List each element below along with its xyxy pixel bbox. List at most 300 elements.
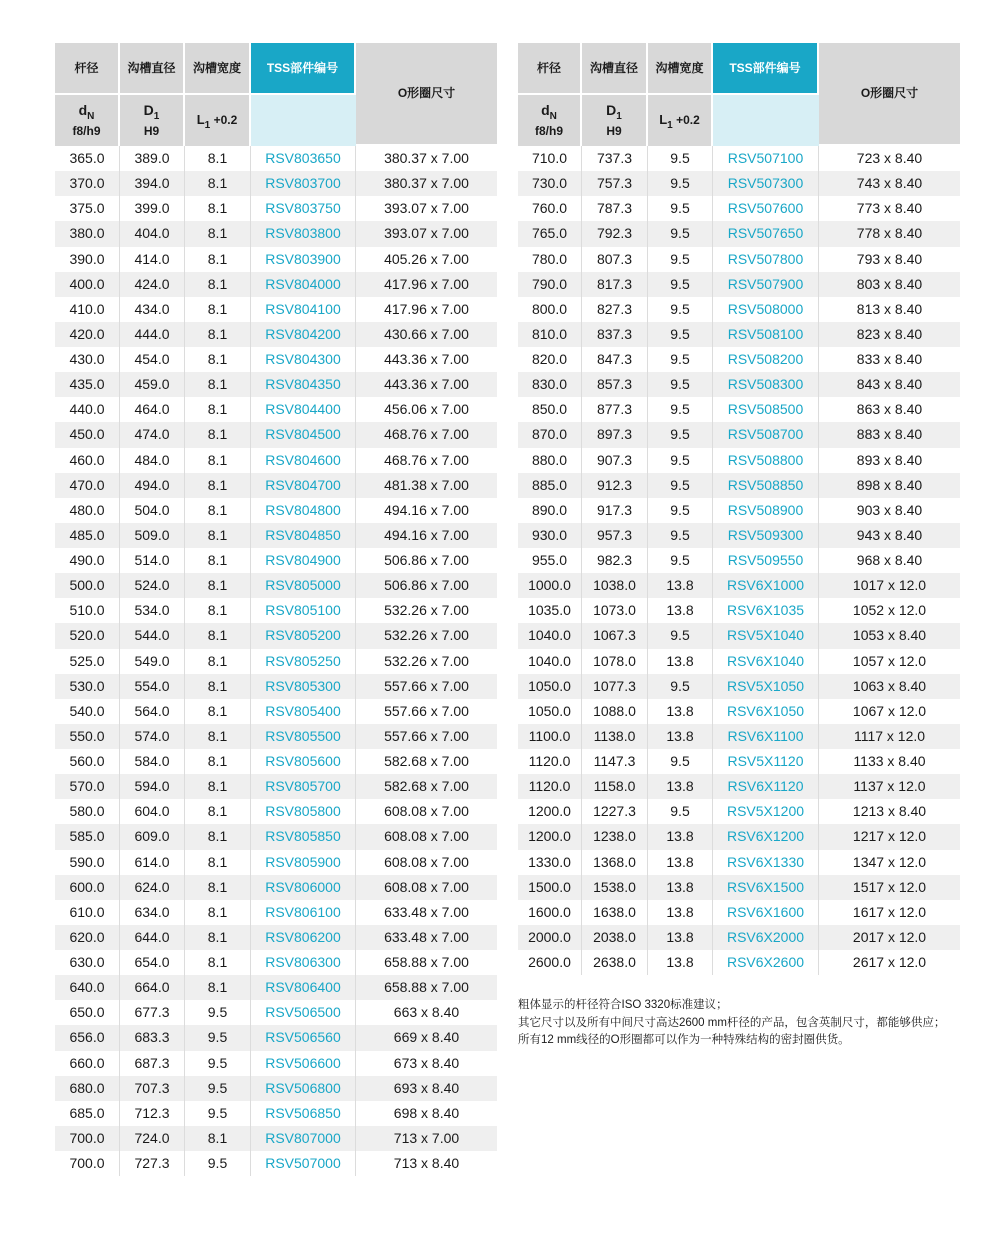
header-rod-diameter: 杆径 — [518, 43, 582, 95]
oring-size-cell: 430.66 x 7.00 — [356, 322, 497, 347]
part-number-cell[interactable]: RSV6X1035 — [713, 598, 819, 623]
rod-diameter-cell: 780.0 — [518, 247, 582, 272]
part-number-cell[interactable]: RSV805000 — [251, 573, 356, 598]
oring-size-cell: 608.08 x 7.00 — [356, 875, 497, 900]
groove-diameter-cell: 2038.0 — [582, 925, 648, 950]
groove-diameter-cell: 982.3 — [582, 548, 648, 573]
groove-width-cell: 9.5 — [185, 1101, 251, 1126]
part-number-cell[interactable]: RSV6X1100 — [713, 724, 819, 749]
groove-width-cell: 8.1 — [185, 272, 251, 297]
groove-diameter-cell: 394.0 — [120, 171, 185, 196]
rod-diameter-cell: 390.0 — [55, 247, 120, 272]
oring-size-cell: 1617 x 12.0 — [852, 903, 927, 920]
groove-width-cell: 8.1 — [185, 824, 251, 849]
part-number-cell[interactable]: RSV6X1600 — [713, 900, 819, 925]
groove-width-cell: 9.5 — [185, 1051, 251, 1076]
oring-size-cell: 608.08 x 7.00 — [384, 803, 469, 820]
table-row — [55, 975, 497, 1000]
groove-width-cell: 9.5 — [648, 247, 713, 272]
groove-diameter-cell: 644.0 — [120, 925, 185, 950]
table-row — [55, 925, 497, 950]
part-number-cell[interactable]: RSV805300 — [251, 674, 356, 699]
part-number-cell[interactable]: RSV507800 — [713, 247, 819, 272]
groove-width-cell: 9.5 — [648, 272, 713, 297]
oring-size-cell: 903 x 8.40 — [856, 501, 923, 518]
groove-width-cell: 9.5 — [185, 1000, 251, 1025]
table-row — [55, 1126, 497, 1151]
groove-diameter-cell: 1238.0 — [582, 824, 648, 849]
groove-diameter-cell: 614.0 — [120, 850, 185, 875]
part-number-cell[interactable]: RSV6X2600 — [713, 950, 819, 975]
rod-diameter-cell: 435.0 — [55, 372, 120, 397]
header-groove-width: 沟槽宽度 — [185, 43, 251, 95]
oring-size-cell: 608.08 x 7.00 — [356, 824, 497, 849]
part-number-cell[interactable]: RSV5X1200 — [713, 799, 819, 824]
table-row — [518, 799, 960, 824]
groove-diameter-cell: 727.3 — [120, 1151, 185, 1176]
groove-diameter-cell: 1368.0 — [582, 850, 648, 875]
part-number-cell[interactable]: RSV803900 — [251, 247, 356, 272]
oring-size-cell: 1217 x 12.0 — [819, 824, 960, 849]
part-number-cell[interactable]: RSV804350 — [251, 372, 356, 397]
rod-diameter-cell: 1200.0 — [518, 824, 582, 849]
part-number-cell[interactable]: RSV804300 — [251, 347, 356, 372]
part-number-cell[interactable]: RSV6X1500 — [713, 875, 819, 900]
part-number-cell[interactable]: RSV507900 — [713, 272, 819, 297]
groove-width-cell: 8.1 — [185, 548, 251, 573]
table-row — [55, 674, 497, 699]
groove-width-cell: 8.1 — [185, 297, 251, 322]
oring-size-cell: 943 x 8.40 — [819, 523, 960, 548]
oring-size-cell: 658.88 x 7.00 — [384, 954, 469, 971]
rod-diameter-cell: 480.0 — [55, 498, 120, 523]
table-row — [55, 473, 497, 498]
rod-diameter-cell: 500.0 — [55, 573, 120, 598]
groove-diameter-cell: 574.0 — [120, 724, 185, 749]
oring-size-cell: 1053 x 8.40 — [819, 623, 960, 648]
oring-size-cell: 1063 x 8.40 — [819, 674, 960, 699]
rod-diameter-cell: 1600.0 — [518, 900, 582, 925]
rod-diameter-cell: 790.0 — [518, 272, 582, 297]
groove-width-cell: 9.5 — [648, 146, 713, 171]
groove-diameter-cell: 494.0 — [120, 473, 185, 498]
rod-diameter-cell: 410.0 — [55, 297, 120, 322]
oring-size-cell: 532.26 x 7.00 — [384, 602, 469, 619]
groove-diameter-cell: 504.0 — [120, 498, 185, 523]
groove-diameter-cell: 454.0 — [120, 347, 185, 372]
rod-diameter-cell: 485.0 — [55, 523, 120, 548]
groove-width-cell: 13.8 — [648, 925, 713, 950]
header-groove-width: 沟槽宽度 — [648, 43, 713, 95]
rod-diameter-cell: 650.0 — [55, 1000, 120, 1025]
part-number-cell[interactable]: RSV805400 — [251, 699, 356, 724]
oring-size-cell: 2017 x 12.0 — [819, 925, 960, 950]
oring-size-cell: 468.76 x 7.00 — [384, 451, 469, 468]
oring-size-cell: 494.16 x 7.00 — [384, 501, 469, 518]
rod-diameter-cell: 380.0 — [55, 221, 120, 246]
rod-diameter-cell: 885.0 — [518, 473, 582, 498]
part-number-cell[interactable]: RSV804200 — [251, 322, 356, 347]
oring-size-cell: 793 x 8.40 — [856, 250, 923, 267]
groove-width-cell: 9.5 — [648, 498, 713, 523]
table-row — [55, 1051, 497, 1076]
part-number-cell[interactable]: RSV509550 — [713, 548, 819, 573]
groove-diameter-cell: 907.3 — [582, 448, 648, 473]
oring-size-cell: 506.86 x 7.00 — [384, 552, 469, 569]
footnote: 其它尺寸以及所有中间尺寸高达2600 mm杆径的产品，包含英制尺寸，都能够供应； — [518, 1016, 946, 1029]
groove-width-cell: 9.5 — [648, 749, 713, 774]
groove-width-cell: 8.1 — [185, 247, 251, 272]
groove-width-cell: 8.1 — [185, 799, 251, 824]
part-number-cell[interactable]: RSV803800 — [251, 221, 356, 246]
rod-diameter-cell: 1500.0 — [518, 875, 582, 900]
part-number-cell[interactable]: RSV805900 — [251, 850, 356, 875]
rod-diameter-cell: 620.0 — [55, 925, 120, 950]
oring-size-cell: 506.86 x 7.00 — [356, 573, 497, 598]
oring-size-cell: 1133 x 8.40 — [853, 753, 926, 770]
part-number-cell[interactable]: RSV506850 — [251, 1101, 356, 1126]
groove-diameter-cell: 677.3 — [120, 1000, 185, 1025]
groove-diameter-cell: 807.3 — [582, 247, 648, 272]
groove-width-cell: 8.1 — [185, 523, 251, 548]
oring-size-cell: 743 x 8.40 — [819, 171, 960, 196]
rod-diameter-cell: 560.0 — [55, 749, 120, 774]
rod-diameter-cell: 375.0 — [55, 196, 120, 221]
oring-size-cell: 468.76 x 7.00 — [356, 422, 497, 447]
part-number-cell[interactable]: RSV508700 — [713, 422, 819, 447]
rod-diameter-cell: 685.0 — [55, 1101, 120, 1126]
groove-width-cell: 8.1 — [185, 171, 251, 196]
rod-diameter-cell: 525.0 — [55, 649, 120, 674]
table-row — [518, 900, 960, 925]
groove-diameter-cell: 1227.3 — [582, 799, 648, 824]
groove-diameter-cell: 424.0 — [120, 272, 185, 297]
part-number-cell[interactable]: RSV5X1120 — [713, 749, 819, 774]
groove-width-cell: 13.8 — [648, 724, 713, 749]
groove-diameter-cell: 664.0 — [120, 975, 185, 1000]
oring-size-cell: 778 x 8.40 — [819, 221, 960, 246]
rod-diameter-cell: 470.0 — [55, 473, 120, 498]
part-number-cell[interactable]: RSV806000 — [251, 875, 356, 900]
part-number-cell[interactable]: RSV508500 — [713, 397, 819, 422]
groove-diameter-cell: 404.0 — [120, 221, 185, 246]
groove-diameter-cell: 549.0 — [120, 649, 185, 674]
table-row — [518, 850, 960, 875]
header-d1-tolerance: $D_1$ H9 — [120, 95, 185, 146]
groove-width-cell: 13.8 — [648, 950, 713, 975]
groove-width-cell: 8.1 — [185, 221, 251, 246]
rod-diameter-cell: 580.0 — [55, 799, 120, 824]
part-number-cell[interactable]: RSV807000 — [251, 1126, 356, 1151]
part-number-cell[interactable]: RSV507300 — [713, 171, 819, 196]
rod-diameter-cell: 810.0 — [518, 322, 582, 347]
rod-diameter-cell: 540.0 — [55, 699, 120, 724]
groove-diameter-cell: 817.3 — [582, 272, 648, 297]
groove-width-cell: 9.5 — [648, 674, 713, 699]
groove-diameter-cell: 847.3 — [582, 347, 648, 372]
groove-diameter-cell: 484.0 — [120, 448, 185, 473]
groove-diameter-cell: 414.0 — [120, 247, 185, 272]
groove-width-cell: 8.1 — [185, 473, 251, 498]
groove-diameter-cell: 534.0 — [120, 598, 185, 623]
groove-width-cell: 9.5 — [648, 799, 713, 824]
part-number-cell[interactable]: RSV805500 — [251, 724, 356, 749]
rod-diameter-cell: 700.0 — [55, 1151, 120, 1176]
groove-width-cell: 8.1 — [185, 699, 251, 724]
oring-size-cell: 608.08 x 7.00 — [384, 853, 469, 870]
table-row — [55, 448, 497, 473]
oring-size-cell: 698 x 8.40 — [393, 1104, 460, 1121]
groove-width-cell: 8.1 — [185, 649, 251, 674]
groove-width-cell: 9.5 — [185, 1076, 251, 1101]
oring-size-cell: 863 x 8.40 — [856, 401, 923, 418]
part-number-cell[interactable]: RSV506600 — [251, 1051, 356, 1076]
groove-width-cell: 8.1 — [185, 774, 251, 799]
part-number-cell[interactable]: RSV804400 — [251, 397, 356, 422]
groove-diameter-cell: 917.3 — [582, 498, 648, 523]
table-row — [55, 548, 497, 573]
header-oring-size: O形圈尺寸 — [356, 43, 497, 146]
oring-size-cell: 658.88 x 7.00 — [356, 975, 497, 1000]
part-number-cell[interactable]: RSV507650 — [713, 221, 819, 246]
oring-size-cell: 803 x 8.40 — [819, 272, 960, 297]
rod-diameter-cell: 1040.0 — [518, 623, 582, 648]
part-number-cell[interactable]: RSV506560 — [251, 1025, 356, 1050]
table-row — [55, 498, 497, 523]
groove-width-cell: 8.1 — [185, 498, 251, 523]
rod-diameter-cell: 520.0 — [55, 623, 120, 648]
groove-width-cell: 9.5 — [648, 322, 713, 347]
groove-width-cell: 9.5 — [648, 397, 713, 422]
oring-size-cell: 843 x 8.40 — [819, 372, 960, 397]
groove-diameter-cell: 1078.0 — [582, 649, 648, 674]
part-number-cell[interactable]: RSV6X1040 — [713, 649, 819, 674]
footnote: 粗体显示的杆径符合ISO 3320标准建议； — [518, 999, 728, 1011]
groove-diameter-cell: 912.3 — [582, 473, 648, 498]
table-row — [55, 850, 497, 875]
oring-size-cell: 693 x 8.40 — [356, 1076, 497, 1101]
oring-size-cell: 893 x 8.40 — [856, 451, 923, 468]
footnote: 所有12 mm线径的O形圈都可以作为一种特殊结构的密封圈供货。 — [518, 1034, 850, 1046]
part-number-cell[interactable]: RSV804600 — [251, 448, 356, 473]
rod-diameter-cell: 365.0 — [55, 146, 120, 171]
rod-diameter-cell: 1120.0 — [518, 774, 582, 799]
part-number-cell[interactable]: RSV806200 — [251, 925, 356, 950]
table-row — [518, 196, 960, 221]
oring-size-cell: 1517 x 12.0 — [819, 875, 960, 900]
table-row — [518, 598, 960, 623]
oring-size-cell: 557.66 x 7.00 — [384, 702, 469, 719]
part-number-cell[interactable]: RSV803750 — [251, 196, 356, 221]
rod-diameter-cell: 1040.0 — [518, 649, 582, 674]
oring-size-cell: 669 x 8.40 — [356, 1025, 497, 1050]
groove-width-cell: 9.5 — [185, 1151, 251, 1176]
groove-width-cell: 9.5 — [648, 297, 713, 322]
table-row — [55, 1076, 497, 1101]
groove-width-cell: 8.1 — [185, 1126, 251, 1151]
part-number-cell[interactable]: RSV805700 — [251, 774, 356, 799]
part-number-cell[interactable]: RSV804000 — [251, 272, 356, 297]
part-number-cell[interactable]: RSV6X1000 — [713, 573, 819, 598]
part-number-cell[interactable]: RSV6X1330 — [713, 850, 819, 875]
groove-width-cell: 9.5 — [185, 1025, 251, 1050]
part-number-cell[interactable]: RSV804900 — [251, 548, 356, 573]
part-number-cell[interactable]: RSV804500 — [251, 422, 356, 447]
table-row — [518, 875, 960, 900]
table-row — [518, 347, 960, 372]
table-row — [55, 196, 497, 221]
groove-width-cell: 9.5 — [648, 623, 713, 648]
groove-width-cell: 8.1 — [185, 724, 251, 749]
groove-width-cell: 8.1 — [185, 875, 251, 900]
oring-size-cell: 1052 x 12.0 — [852, 602, 927, 619]
part-number-cell[interactable]: RSV508800 — [713, 448, 819, 473]
rod-diameter-cell: 660.0 — [55, 1051, 120, 1076]
oring-size-cell: 582.68 x 7.00 — [356, 774, 497, 799]
groove-width-cell: 13.8 — [648, 598, 713, 623]
part-number-cell[interactable]: RSV804100 — [251, 297, 356, 322]
part-number-cell[interactable]: RSV6X1050 — [713, 699, 819, 724]
part-number-cell[interactable]: RSV804700 — [251, 473, 356, 498]
table-row — [518, 749, 960, 774]
part-number-cell[interactable]: RSV804850 — [251, 523, 356, 548]
table-row — [55, 397, 497, 422]
groove-width-cell: 9.5 — [648, 347, 713, 372]
oring-size-cell: 417.96 x 7.00 — [384, 300, 469, 317]
part-number-cell[interactable]: RSV806400 — [251, 975, 356, 1000]
part-number-cell[interactable]: RSV6X1120 — [713, 774, 819, 799]
oring-size-cell: 673 x 8.40 — [393, 1054, 460, 1071]
part-number-cell[interactable]: RSV803650 — [251, 146, 356, 171]
groove-width-cell: 9.5 — [648, 196, 713, 221]
part-number-cell[interactable]: RSV805800 — [251, 799, 356, 824]
table-row — [55, 623, 497, 648]
rod-diameter-cell: 490.0 — [55, 548, 120, 573]
table-row — [518, 322, 960, 347]
oring-size-cell: 481.38 x 7.00 — [356, 473, 497, 498]
part-number-cell[interactable]: RSV507100 — [713, 146, 819, 171]
part-number-cell[interactable]: RSV6X2000 — [713, 925, 819, 950]
groove-diameter-cell: 687.3 — [120, 1051, 185, 1076]
rod-diameter-cell: 1330.0 — [518, 850, 582, 875]
table-row — [518, 649, 960, 674]
part-number-cell[interactable]: RSV806300 — [251, 950, 356, 975]
groove-width-cell: 8.1 — [185, 975, 251, 1000]
part-number-cell[interactable]: RSV805250 — [251, 649, 356, 674]
part-number-cell[interactable]: RSV509300 — [713, 523, 819, 548]
header-dn-tolerance: $d_N$ f8/h9 — [518, 95, 582, 146]
table-row — [55, 1101, 497, 1126]
table-body-left — [55, 146, 497, 1176]
rod-diameter-cell: 656.0 — [55, 1025, 120, 1050]
groove-diameter-cell: 857.3 — [582, 372, 648, 397]
table-row — [518, 674, 960, 699]
groove-diameter-cell: 544.0 — [120, 623, 185, 648]
part-number-cell[interactable]: RSV507000 — [251, 1151, 356, 1176]
table-row — [518, 925, 960, 950]
table-row — [518, 724, 960, 749]
part-number-cell[interactable]: RSV508850 — [713, 473, 819, 498]
table-row — [55, 950, 497, 975]
groove-diameter-cell: 514.0 — [120, 548, 185, 573]
oring-size-cell: 532.26 x 7.00 — [356, 623, 497, 648]
groove-diameter-cell: 827.3 — [582, 297, 648, 322]
table-row — [518, 397, 960, 422]
oring-size-cell: 1057 x 12.0 — [852, 652, 927, 669]
rod-diameter-cell: 530.0 — [55, 674, 120, 699]
groove-width-cell: 9.5 — [648, 523, 713, 548]
part-number-cell[interactable]: RSV5X1040 — [713, 623, 819, 648]
part-number-cell[interactable]: RSV506800 — [251, 1076, 356, 1101]
groove-width-cell: 13.8 — [648, 900, 713, 925]
part-number-cell[interactable]: RSV805600 — [251, 749, 356, 774]
rod-diameter-cell: 585.0 — [55, 824, 120, 849]
part-number-cell[interactable]: RSV804800 — [251, 498, 356, 523]
oring-size-cell: 405.26 x 7.00 — [384, 250, 469, 267]
table-row — [518, 146, 960, 171]
part-number-cell[interactable]: RSV805850 — [251, 824, 356, 849]
groove-diameter-cell: 509.0 — [120, 523, 185, 548]
part-number-cell[interactable]: RSV508900 — [713, 498, 819, 523]
oring-size-cell: 898 x 8.40 — [819, 473, 960, 498]
oring-size-cell: 582.68 x 7.00 — [384, 753, 469, 770]
table-row — [518, 623, 960, 648]
table-row — [518, 498, 960, 523]
table-row — [55, 824, 497, 849]
oring-size-cell: 713 x 8.40 — [393, 1155, 460, 1172]
rod-diameter-cell: 800.0 — [518, 297, 582, 322]
rod-diameter-cell: 590.0 — [55, 850, 120, 875]
rod-diameter-cell: 1050.0 — [518, 699, 582, 724]
table-row — [55, 322, 497, 347]
rod-diameter-cell: 1120.0 — [518, 749, 582, 774]
oring-size-cell: 532.26 x 7.00 — [384, 652, 469, 669]
oring-size-cell: 2617 x 12.0 — [852, 954, 927, 971]
part-number-cell[interactable]: RSV508100 — [713, 322, 819, 347]
part-number-cell[interactable]: RSV805100 — [251, 598, 356, 623]
rod-diameter-cell: 440.0 — [55, 397, 120, 422]
table-row — [55, 297, 497, 322]
table-row — [518, 548, 960, 573]
part-number-cell[interactable]: RSV506500 — [251, 1000, 356, 1025]
rod-diameter-cell: 880.0 — [518, 448, 582, 473]
rod-diameter-cell: 510.0 — [55, 598, 120, 623]
groove-width-cell: 8.1 — [185, 573, 251, 598]
groove-diameter-cell: 464.0 — [120, 397, 185, 422]
groove-width-cell: 8.1 — [185, 950, 251, 975]
seal-table-right — [518, 43, 960, 975]
groove-width-cell: 8.1 — [185, 322, 251, 347]
part-number-cell[interactable]: RSV803700 — [251, 171, 356, 196]
part-number-cell[interactable]: RSV5X1050 — [713, 674, 819, 699]
table-row — [518, 272, 960, 297]
rod-diameter-cell: 820.0 — [518, 347, 582, 372]
part-number-cell[interactable]: RSV6X1200 — [713, 824, 819, 849]
part-number-cell[interactable]: RSV508000 — [713, 297, 819, 322]
part-number-cell[interactable]: RSV507600 — [713, 196, 819, 221]
part-number-cell[interactable]: RSV508200 — [713, 347, 819, 372]
groove-diameter-cell: 554.0 — [120, 674, 185, 699]
part-number-cell[interactable]: RSV805200 — [251, 623, 356, 648]
oring-size-cell: 417.96 x 7.00 — [356, 272, 497, 297]
table-row — [55, 749, 497, 774]
part-number-cell[interactable]: RSV508300 — [713, 372, 819, 397]
oring-size-cell: 1017 x 12.0 — [819, 573, 960, 598]
groove-width-cell: 9.5 — [648, 171, 713, 196]
oring-size-cell: 713 x 7.00 — [356, 1126, 497, 1151]
part-number-cell[interactable]: RSV806100 — [251, 900, 356, 925]
rod-diameter-cell: 400.0 — [55, 272, 120, 297]
